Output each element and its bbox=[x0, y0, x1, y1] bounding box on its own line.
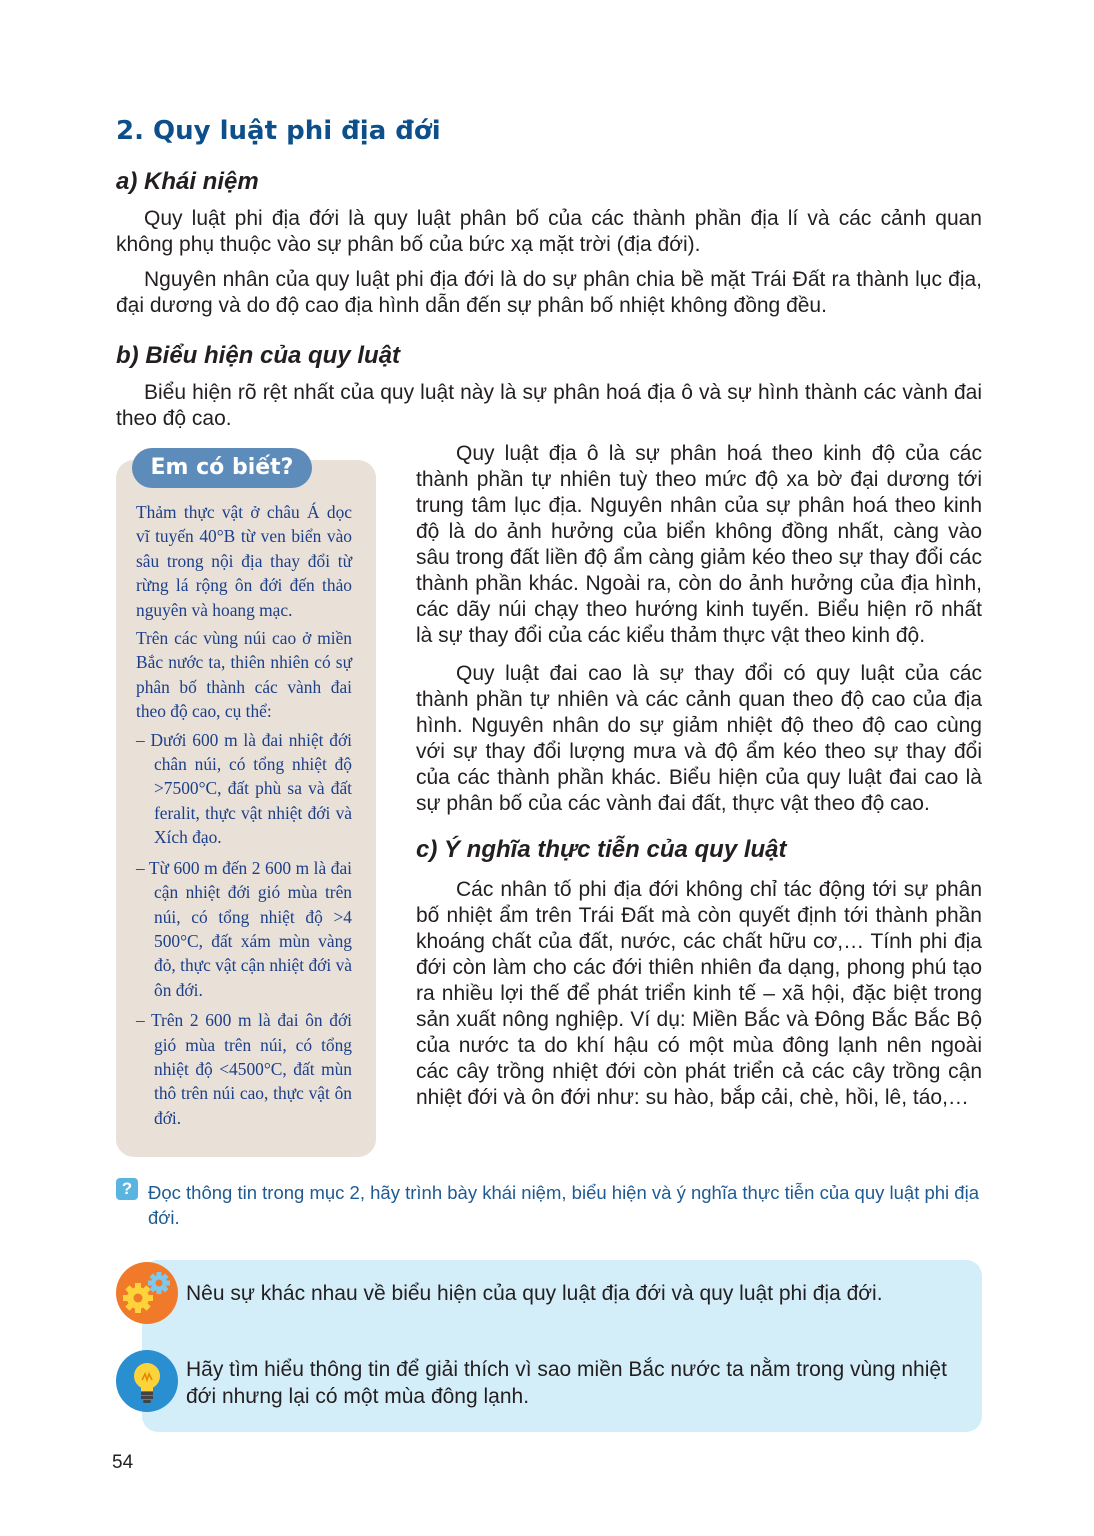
know-item-3: – Trên 2 600 m là đai ôn đới gió mùa trên núi, có tổng nhiệt độ <4500°C, đất mùn thô trên núi cao, thực vật ôn đới. bbox=[136, 1010, 352, 1128]
know-item-2: – Từ 600 m đến 2 600 m là đai cận nhiệt đới gió mùa trên núi, có tổng nhiệt độ >4 500°C, đất xám mùn vàng đỏ, thực vật cận nhiệt đới và ôn đới. bbox=[136, 857, 352, 1000]
paragraph-b1: Biểu hiện rõ rệt nhất của quy luật này là sự phân hoá địa ô và sự hình thành các vành đai theo độ cao. bbox=[116, 381, 982, 430]
did-you-know-badge: Em có biết? bbox=[132, 448, 312, 488]
heading-c: c) Ý nghĩa thực tiễn của quy luật bbox=[416, 836, 787, 863]
know-paragraph-2: Trên các vùng núi cao ở miền Bắc nước ta, thiên nhiên có sự phân bố thành các vành đai theo độ cao, cụ thể: bbox=[136, 628, 352, 722]
did-you-know-text bbox=[136, 500, 352, 1136]
question-icon: ? bbox=[116, 1178, 138, 1200]
heading-a: a) Khái niệm bbox=[116, 168, 259, 195]
extend-task: Hãy tìm hiểu thông tin để giải thích vì sao miền Bắc nước ta nằm trong vùng nhiệt đới nhưng lại có một mùa đông lạnh. bbox=[186, 1358, 947, 1408]
heading-b: b) Biểu hiện của quy luật bbox=[116, 342, 401, 369]
know-paragraph-1: Thảm thực vật ở châu Á dọc vĩ tuyến 40°B từ ven biển vào sâu trong nội địa thay đổi từ rừng lá rộng ôn đới đến thảo nguyên và hoang mạc. bbox=[136, 502, 352, 620]
page-number: 54 bbox=[112, 1452, 134, 1473]
paragraph-b2: Quy luật địa ô là sự phân hoá theo kinh độ của các thành phần tự nhiên tuỳ theo mức độ xa bờ đại dương tới trung tâm lục địa. Nguyên nhân của sự phân hoá theo kinh độ là do ảnh hưởng của biển không đồng nhất, càng vào sâu trong đất liền độ ẩm càng giảm kéo theo sự thay đổi các thành phần khác. Ngoài ra, còn do ảnh hưởng của địa hình, các dãy núi chạy theo hướng kinh tuyến. Biểu hiện rõ nhất là sự thay đổi của các kiểu thảm thực vật theo kinh độ. bbox=[416, 442, 982, 647]
know-item-1: – Dưới 600 m là đai nhiệt đới chân núi, có tổng nhiệt độ >7500°C, đất phù sa và đất feralit, thực vật nhiệt đới và Xích đạo. bbox=[136, 729, 352, 848]
paragraph-c1: Các nhân tố phi địa đới không chỉ tác động tới sự phân bố nhiệt ẩm trên Trái Đất mà còn quyết định tới thành phần khoáng chất của đất, nước, các chất hữu cơ,… Tính phi địa đới còn làm cho các đới thiên nhiên đa dạng, phong phú tạo ra nhiều lợi thế để phát triển kinh tế – xã hội, đặc biệt trong sản xuất nông nghiệp. Ví dụ: Miền Bắc và Đông Bắc Bắc Bộ của nước ta do khí hậu có một mùa đông lạnh nên ngoài các cây trồng nhiệt đới còn phát triển cả các cây trồng cận nhiệt đới và ôn đới như: su hào, bắp cải, chè, hồi, lê, táo,… bbox=[416, 878, 982, 1109]
paragraph-b3: Quy luật đai cao là sự thay đổi có quy luật của các thành phần tự nhiên và các cảnh quan theo độ cao của địa hình. Nguyên nhân do sự giảm nhiệt độ theo độ cao cùng với sự thay đổi lượng mưa và độ ẩm kéo theo sự thay đổi của các thành phần khác. Biểu hiện của quy luật đai cao là sự phân bố của các vành đai đất, thực vật theo độ cao. bbox=[416, 662, 982, 815]
paragraph-a2: Nguyên nhân của quy luật phi địa đới là do sự phân chia bề mặt Trái Đất ra thành lục địa, đại dương và do độ cao địa hình dẫn đến sự phân bố nhiệt không đồng đều. bbox=[116, 268, 982, 317]
practice-task: Nêu sự khác nhau về biểu hiện của quy luật địa đới và quy luật phi địa đới. bbox=[186, 1282, 883, 1305]
gears-icon bbox=[116, 1262, 178, 1324]
lightbulb-icon bbox=[116, 1350, 178, 1412]
question-text: Đọc thông tin trong mục 2, hãy trình bày khái niệm, biểu hiện và ý nghĩa thực tiễn của quy luật phi địa đới. bbox=[148, 1182, 979, 1228]
section-title: 2. Quy luật phi địa đới bbox=[116, 116, 441, 146]
paragraph-a1: Quy luật phi địa đới là quy luật phân bố của các thành phần địa lí và các cảnh quan không phụ thuộc vào sự phân bố của bức xạ mặt trời (địa đới). bbox=[116, 207, 982, 256]
